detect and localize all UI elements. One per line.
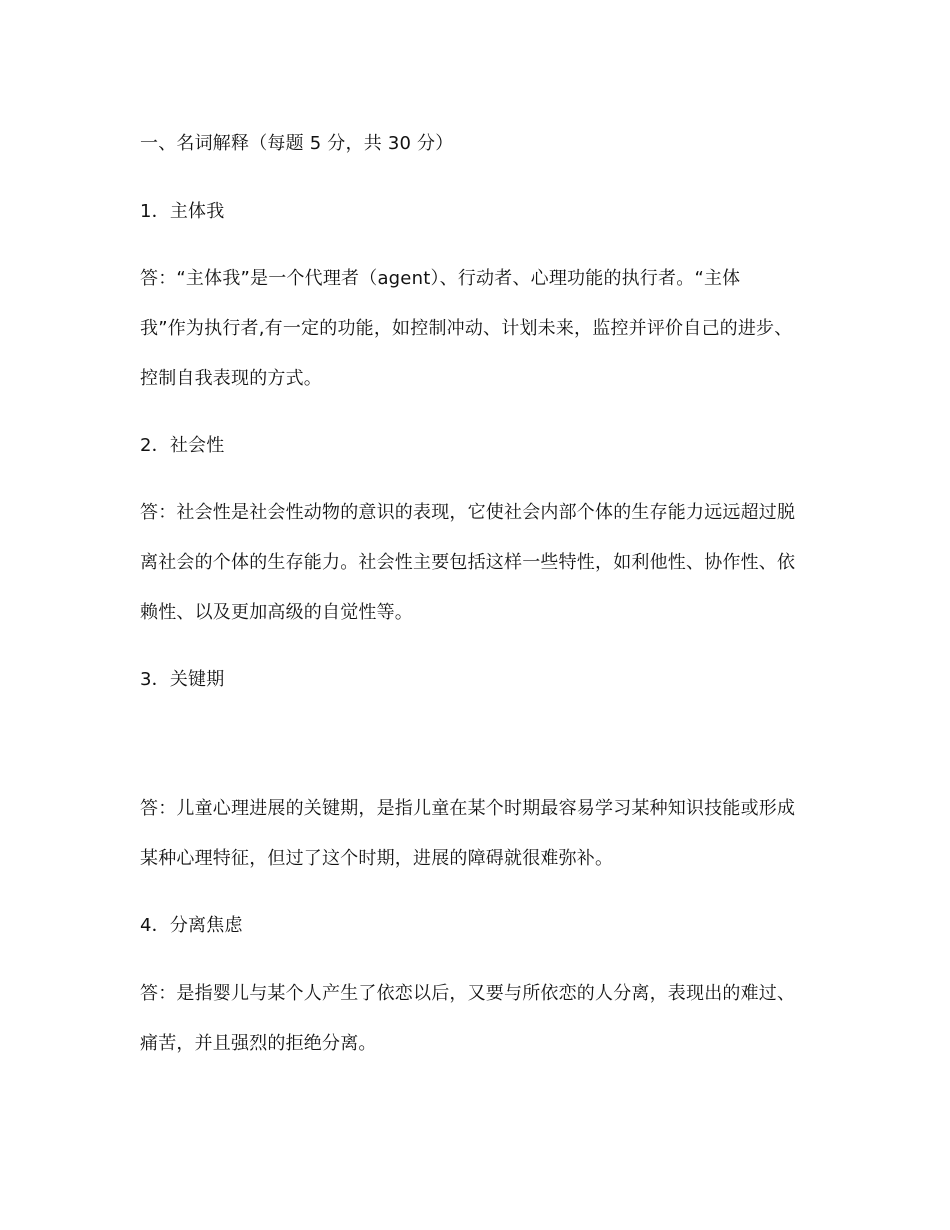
answer-line: 某种心理特征，但过了这个时期，进展的障碍就很难弥补。: [140, 848, 614, 869]
answer-line: 答：社会性是社会性动物的意识的表现，它使社会内部个体的生存能力远远超过脱: [140, 502, 796, 523]
answer-line: 我”作为执行者,有一定的功能，如控制冲动、计划未来，监控并评价自己的进步、: [140, 318, 793, 339]
item-title-4: 4．分离焦虑: [140, 915, 243, 936]
item-title-3: 3．关键期: [140, 669, 225, 690]
section-heading: 一、名词解释（每题 5 分，共 30 分）: [140, 133, 454, 154]
item-title-1: 1．主体我: [140, 201, 225, 222]
answer-line: 答：儿童心理进展的关键期，是指儿童在某个时期最容易学习某种知识技能或形成: [140, 798, 796, 819]
answer-line: 答：“主体我”是一个代理者（agent）、行动者、心理功能的执行者。“主体: [140, 268, 741, 289]
answer-line: 痛苦，并且强烈的拒绝分离。: [140, 1033, 377, 1054]
answer-line: 答：是指婴儿与某个人产生了依恋以后，又要与所依恋的人分离，表现出的难过、: [140, 983, 796, 1004]
answer-line: 控制自我表现的方式。: [140, 368, 322, 389]
answer-line: 离社会的个体的生存能力。社会性主要包括这样一些特性，如利他性、协作性、依: [140, 552, 796, 573]
item-title-2: 2．社会性: [140, 435, 225, 456]
answer-line: 赖性、以及更加高级的自觉性等。: [140, 602, 413, 623]
